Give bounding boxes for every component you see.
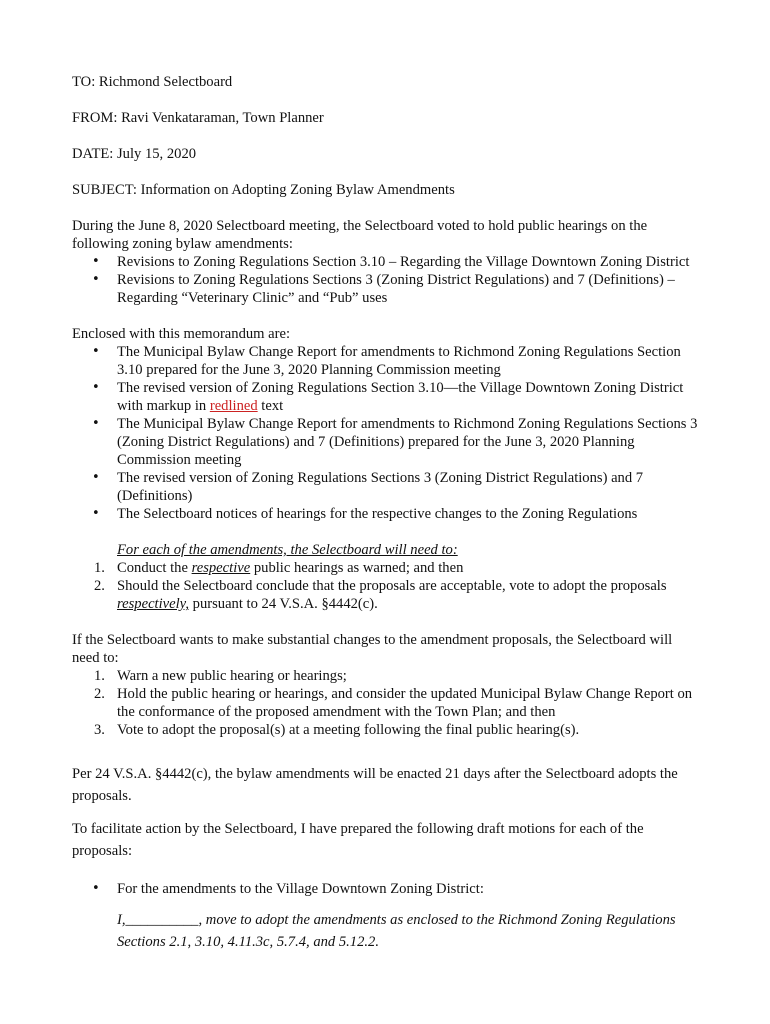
enclosed-paragraph: Enclosed with this memorandum are: [72,326,291,342]
changes-paragraph: If the Selectboard wants to make substantial changes to the amendment proposals, the Selectboard will need to: [72,632,673,666]
step-text: Vote to adopt the proposal(s) at a meeting following the final public hearing(s). [117,722,580,738]
list-item: • Revisions to Zoning Regulations Sections 3 (Zoning District Regulations) and 7 (Definitions) – Regarding “Veterinary Clinic” and “Pub” uses [72,271,702,307]
list-item [72,577,702,613]
facilitate-paragraph: To facilitate action by the Selectboard, I have prepared the following draft motions for each of the proposals: [72,821,644,859]
item-text: text [257,398,284,414]
list-item: • The revised version of Zoning Regulations Sections 3 (Zoning District Regulations) and 7 (Definitions) [72,469,702,505]
step-number: 1. [94,668,105,684]
intro-paragraph: During the June 8, 2020 Selectboard meeting, the Selectboard voted to hold public hearings on the following zoning bylaw amendments: [72,218,648,252]
step-number: 3. [94,722,105,738]
list-item: • Revisions to Zoning Regulations Section 3.10 – Regarding the Village Downtown Zoning District [72,253,702,271]
memo-from: FROM: Ravi Venkataraman, Town Planner [72,110,324,126]
amendments-steps [72,559,702,613]
step-text: Conduct the [117,560,192,576]
list-item: • The Selectboard notices of hearings for the respective changes to the Zoning Regulations [72,505,702,523]
list-item [72,379,702,415]
list-item [72,667,702,685]
step-number: 2. [94,686,105,702]
motion-list [72,878,702,900]
redlined-text: redlined [209,398,258,414]
step-text: public hearings as warned; and then [250,560,464,576]
list-item: • The Municipal Bylaw Change Report for amendments to Richmond Zoning Regulations Section 3.10 prepared for the June 3, 2020 Planning Commission meeting [72,343,702,379]
step-text: Should the Selectboard conclude that the proposals are acceptable, vote to adopt the proposals [117,578,667,594]
changes-steps [72,667,702,739]
enclosure-list [72,343,702,523]
memo-body [72,73,702,953]
step-number: 2. [94,578,105,594]
step-text: Hold the public hearing or hearings, and consider the updated Municipal Bylaw Change Report on the conformance of the proposed amendment with the Town Plan; and then [117,686,693,720]
amendment-list [72,253,702,307]
step-number: 1. [94,560,105,576]
step-text: pursuant to 24 V.S.A. §4442(c). [189,596,378,612]
list-item [72,559,702,577]
list-item: • The Municipal Bylaw Change Report for amendments to Richmond Zoning Regulations Sections 3 (Zoning District Regulations) and 7 (Definitions) prepared for the June 3, 2020 Planning Commission meeting [72,415,702,469]
memo-subject: SUBJECT: Information on Adopting Zoning Bylaw Amendments [72,182,455,198]
memo-to: TO: Richmond Selectboard [72,74,233,90]
amendments-heading: For each of the amendments, the Selectboard will need to: [117,542,458,558]
item-text: The revised version of Zoning Regulations Section 3.10—the Village Downtown Zoning District with markup in [117,380,684,414]
step-text: Warn a new public hearing or hearings; [117,668,347,684]
list-item: • For the amendments to the Village Downtown Zoning District: [72,878,702,900]
amendments-heading-wrap [72,541,702,559]
step-emphasis: respectively, [117,596,189,612]
enactment-paragraph: Per 24 V.S.A. §4442(c), the bylaw amendments will be enacted 21 days after the Selectboard adopts the proposals. [72,766,678,804]
list-item [72,721,702,739]
memo-date: DATE: July 15, 2020 [72,146,197,162]
list-item [72,685,702,721]
step-emphasis: respective [191,560,251,576]
draft-motion: I,__________, move to adopt the amendments as enclosed to the Richmond Zoning Regulations Sections 2.1, 3.10, 4.11.3c, 5.7.4, and 5.12.2. [117,912,676,950]
